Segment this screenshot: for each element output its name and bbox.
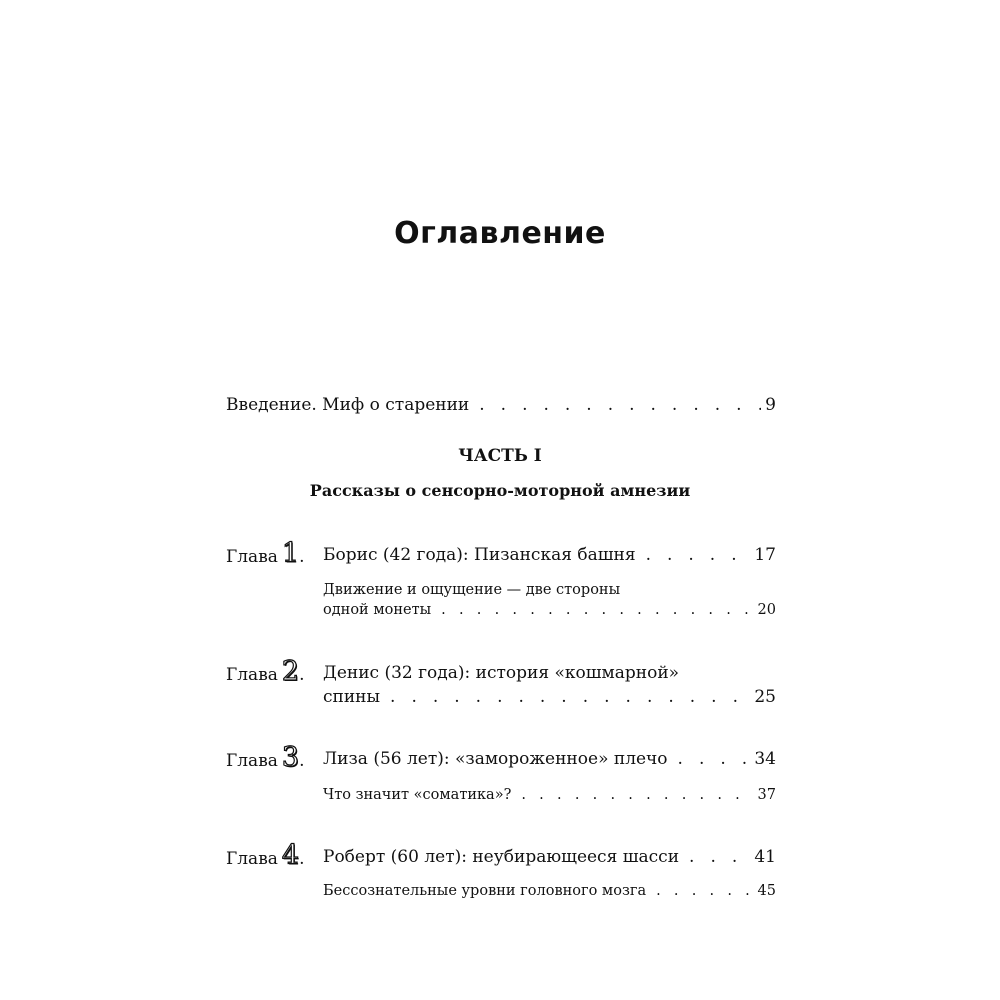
- leader-dots: [441, 602, 753, 618]
- toc-entry-page: 25: [754, 687, 776, 707]
- toc-subentry-chapter-1[interactable]: [323, 602, 776, 618]
- chapter-label: Глава 2.: [226, 656, 305, 687]
- toc-subentry-line: Движение и ощущение — две стороны: [323, 582, 621, 598]
- toc-entry-title: Что значит «соматика»?: [323, 787, 512, 803]
- chapter-number: 4: [281, 840, 300, 871]
- toc-entry-page: 9: [765, 395, 776, 415]
- toc-entry-chapter-4[interactable]: [323, 847, 776, 867]
- leader-dots: [479, 395, 761, 415]
- toc-entry-page: 34: [754, 749, 776, 769]
- leader-dots: [390, 687, 750, 707]
- leader-dots: [521, 787, 753, 803]
- toc-entry-chapter-1[interactable]: [323, 545, 776, 565]
- toc-entry-page: 37: [757, 787, 776, 803]
- leader-dots: [689, 847, 750, 867]
- toc-entry-title: Лиза (56 лет): «замороженное» плечо: [323, 749, 668, 769]
- leader-dots: [678, 749, 751, 769]
- part-subtitle: Рассказы о сенсорно-моторной амнезии: [309, 481, 691, 500]
- chapter-prefix: Глава: [226, 751, 278, 771]
- toc-subentry-chapter-4[interactable]: [323, 883, 776, 899]
- page-title: Оглавление: [394, 216, 606, 251]
- toc-subentry-chapter-3[interactable]: [323, 787, 776, 803]
- toc-entry-title: Бессознательные уровни головного мозга: [323, 883, 647, 899]
- chapter-label: Глава 3.: [226, 742, 305, 773]
- toc-entry-chapter-2[interactable]: [323, 687, 776, 707]
- part-label: ЧАСТЬ I: [458, 446, 542, 466]
- chapter-number: 1: [281, 538, 300, 569]
- chapter-prefix: Глава: [226, 849, 278, 869]
- chapter-prefix: Глава: [226, 547, 278, 567]
- toc-entry-page: 20: [757, 602, 776, 618]
- toc-entry-page: 41: [754, 847, 776, 867]
- toc-entry-title: одной монеты: [323, 602, 432, 618]
- toc-entry-page: 45: [757, 883, 776, 899]
- toc-entry-title: Введение. Миф о старении: [226, 395, 470, 415]
- toc-entry-page: 17: [754, 545, 776, 565]
- toc-entry-intro[interactable]: [226, 395, 776, 415]
- chapter-number: 2: [281, 656, 300, 687]
- chapter-prefix: Глава: [226, 665, 278, 685]
- chapter-label: Глава 4.: [226, 840, 305, 871]
- toc-entry-title: Роберт (60 лет): неубирающееся шасси: [323, 847, 680, 867]
- leader-dots: [646, 545, 751, 565]
- toc-entry-title: спины: [323, 687, 381, 707]
- leader-dots: [656, 883, 753, 899]
- toc-entry-chapter-3[interactable]: [323, 749, 776, 769]
- toc-entry-chapter-2-line1[interactable]: Денис (32 года): история «кошмарной»: [323, 663, 680, 683]
- toc-entry-title: Борис (42 года): Пизанская башня: [323, 545, 636, 565]
- chapter-number: 3: [281, 742, 300, 773]
- chapter-label: Глава 1.: [226, 538, 305, 569]
